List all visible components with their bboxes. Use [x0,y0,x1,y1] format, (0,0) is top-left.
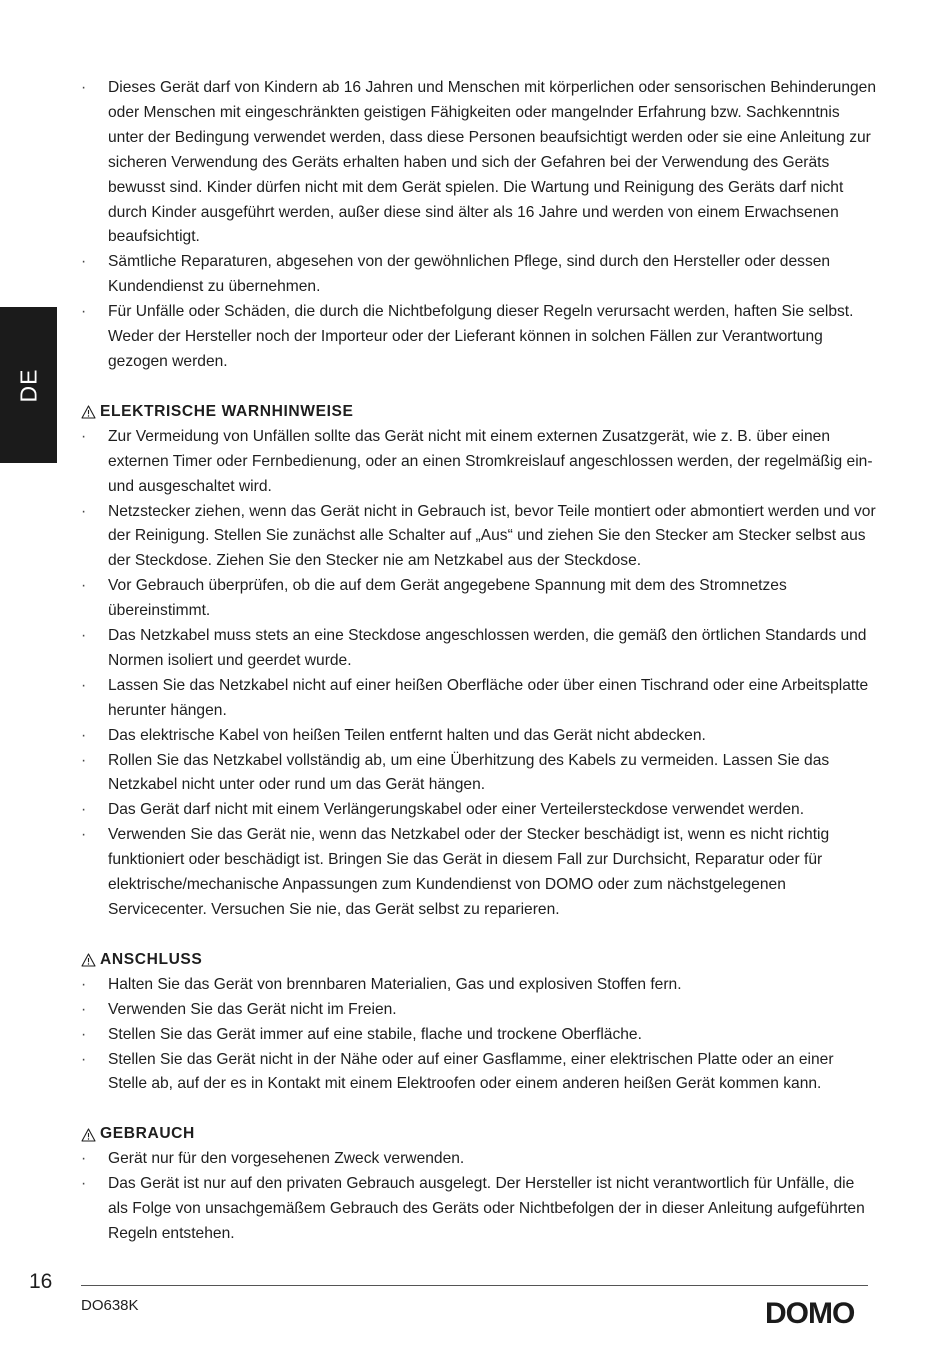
section-heading-electrical [81,400,876,425]
list-item: · Das elektrische Kabel von heißen Teilen entfernt halten und das Gerät nicht abdecken. [81,724,876,749]
manual-content [81,76,876,1247]
page-number: 16 [29,1270,53,1293]
list-item: · Netzstecker ziehen, wenn das Gerät nicht in Gebrauch ist, bevor Teile montiert oder abmontiert werden und vor der Reinigung. Stellen Sie zunächst alle Schalter auf „Aus“ und ziehen Sie den Stecker am Stecker selbst aus der Steckdose. Ziehen Sie den Stecker nie am Netzkabel aus der Steckdose. [81,500,876,575]
language-tab-label: DE [14,368,41,402]
section-heading-usage [81,1122,876,1147]
list-item: · Halten Sie das Gerät von brennbaren Materialien, Gas und explosiven Stoffen fern. [81,973,876,998]
warning-triangle-icon [81,1128,96,1142]
list-item: · Stellen Sie das Gerät immer auf eine stabile, flache und trockene Oberfläche. [81,1023,876,1048]
connection-list [81,973,876,1098]
list-item: · Für Unfälle oder Schäden, die durch die Nichtbefolgung dieser Regeln verursacht werden, haften Sie selbst. Weder der Hersteller noch der Importeur oder der Lieferant können in solchen Fällen zur Verantwortung gezogen werden. [81,300,876,375]
list-item: · Stellen Sie das Gerät nicht in der Nähe oder auf einer Gasflamme, einer elektrischen Platte oder an einer Stelle ab, auf der es in Kontakt mit einem Elektroofen oder einem anderen heißen Gerät kommen kann. [81,1048,876,1098]
list-item: · Vor Gebrauch überprüfen, ob die auf dem Gerät angegebene Spannung mit dem des Stromnetzes übereinstimmt. [81,574,876,624]
model-number: DO638K [81,1297,139,1314]
section-title: GEBRAUCH [100,1125,195,1143]
list-item: · Das Netzkabel muss stets an eine Steckdose angeschlossen werden, die gemäß den örtlichen Standards und Normen isoliert und geerdet wurde. [81,624,876,674]
warning-triangle-icon [81,953,96,967]
list-item: · Verwenden Sie das Gerät nie, wenn das Netzkabel oder der Stecker beschädigt ist, wenn es nicht richtig funktioniert oder beschädigt ist. Bringen Sie das Gerät in diesem Fall zur Durchsicht, Reparatur oder für elektrische/mechanische Anpassungen zum Kundendienst von DOMO oder zum nächstgelegenen Servicecenter. Versuchen Sie nie, das Gerät selbst zu reparieren. [81,823,876,923]
footer-divider [81,1285,868,1286]
list-item: · Gerät nur für den vorgesehenen Zweck verwenden. [81,1147,876,1172]
usage-list [81,1147,876,1247]
list-item: · Dieses Gerät darf von Kindern ab 16 Jahren und Menschen mit körperlichen oder sensorischen Behinderungen oder Menschen mit eingeschränkten geistigen Fähigkeiten oder mangelnder Erfahrung bzw. Sachkenntnis unter der Bedingung verwendet werden, dass diese Personen beaufsichtigt werden oder sie eine Anleitung zur sicheren Verwendung des Geräts erhalten haben und sich der Gefahren bei der Verwendung des Geräts bewusst sind. Kinder dürfen nicht mit dem Gerät spielen. Die Wartung und Reinigung des Geräts darf nicht durch Kinder ausgeführt werden, außer diese sind älter als 16 Jahre und werden von einem Erwachsenen beaufsichtigt. [81,76,876,250]
section-title: ANSCHLUSS [100,950,203,968]
list-item: · Rollen Sie das Netzkabel vollständig ab, um eine Überhitzung des Kabels zu vermeiden. Lassen Sie das Netzkabel nicht unter oder rund um das Gerät hängen. [81,749,876,799]
domo-logo [765,1298,869,1328]
warning-triangle-icon [81,405,96,419]
electrical-warnings-list [81,425,876,923]
language-tab [0,307,57,463]
section-title: ELEKTRISCHE WARNHINWEISE [100,402,354,420]
list-item: · Zur Vermeidung von Unfällen sollte das Gerät nicht mit einem externen Zusatzgerät, wie z. B. über einen externen Timer oder Fernbedienung, oder an einen Stromkreislauf angeschlossen werden, der regelmäßig ein- und ausgeschaltet wird. [81,425,876,500]
list-item: · Sämtliche Reparaturen, abgesehen von der gewöhnlichen Pflege, sind durch den Hersteller oder dessen Kundendienst zu übernehmen. [81,250,876,300]
logo-wordmark: DOMO [765,1298,855,1328]
intro-list [81,76,876,375]
list-item: · Verwenden Sie das Gerät nicht im Freien. [81,998,876,1023]
list-item: · Das Gerät ist nur auf den privaten Gebrauch ausgelegt. Der Hersteller ist nicht verantwortlich für Unfälle, die als Folge von unsachgemäßem Gebrauch des Geräts oder Nichtbefolgen der in dieser Anleitung aufgeführten Regeln entstehen. [81,1172,876,1247]
list-item: · Lassen Sie das Netzkabel nicht auf einer heißen Oberfläche oder über einen Tischrand oder eine Arbeitsplatte herunter hängen. [81,674,876,724]
section-heading-connection [81,948,876,973]
list-item: · Das Gerät darf nicht mit einem Verlängerungskabel oder einer Verteilersteckdose verwendet werden. [81,798,876,823]
